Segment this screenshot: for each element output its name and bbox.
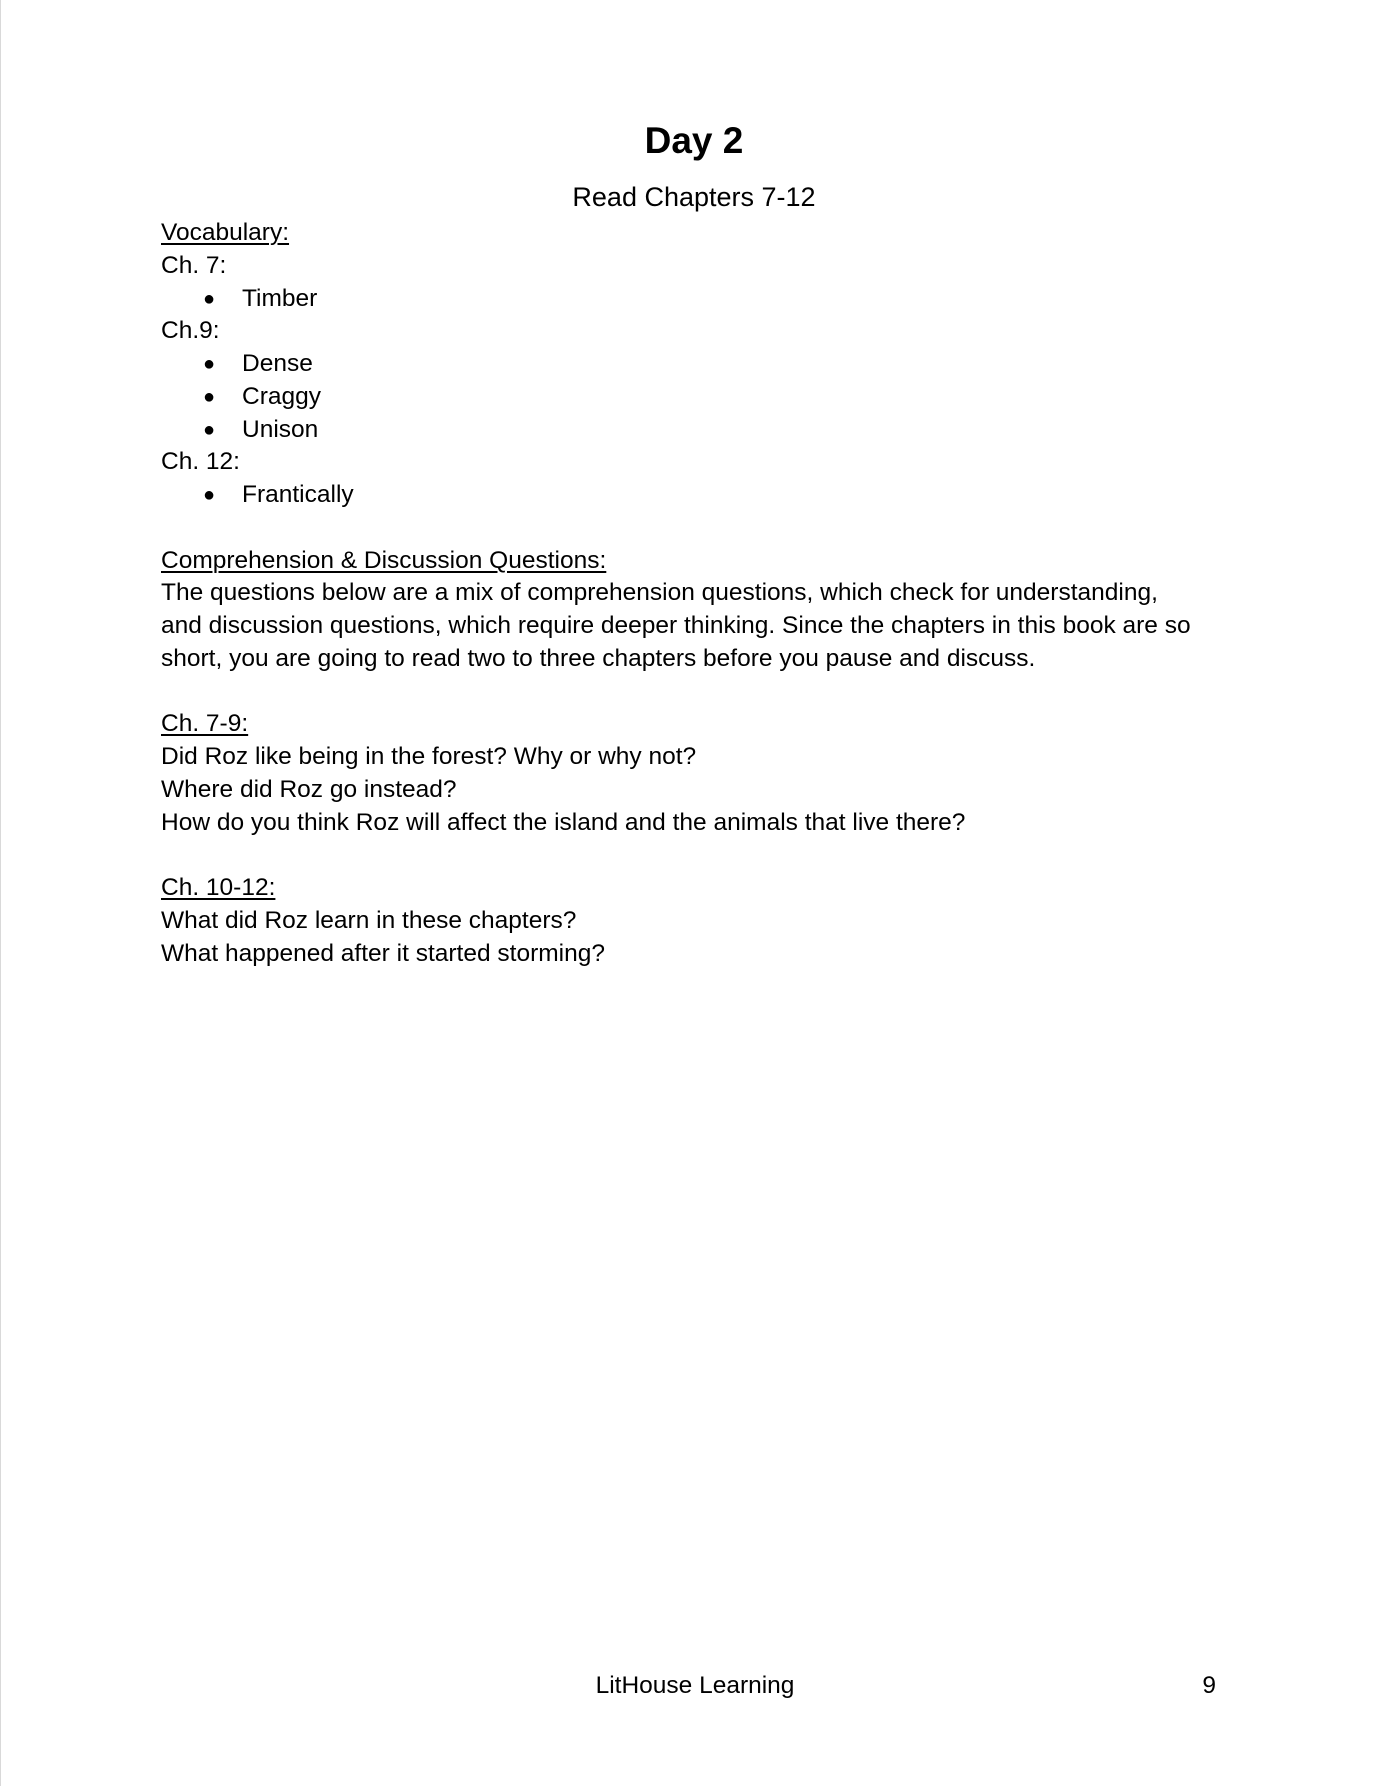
question: Did Roz like being in the forest? Why or why not? — [161, 743, 697, 770]
vocab-chapter-label: Ch. 12: — [161, 448, 240, 476]
intro-line: short, you are going to read two to three chapters before you pause and discuss. — [161, 644, 1036, 672]
question: What did Roz learn in these chapters? — [161, 906, 577, 934]
comprehension-section — [161, 545, 1231, 676]
spacer — [161, 839, 1231, 872]
vocab-item — [161, 479, 1231, 512]
bullet-icon: ● — [203, 484, 216, 506]
footer-page-number: 9 — [1202, 1672, 1216, 1699]
vocab-item — [161, 283, 1231, 316]
question-group-heading: Ch. 10-12: — [161, 874, 276, 901]
vocabulary-section — [161, 217, 1231, 512]
vocabulary-heading: Vocabulary: — [161, 219, 290, 246]
document-body — [161, 217, 1231, 970]
intro-line: and discussion questions, which require deeper thinking. Since the chapters in this book are so — [161, 612, 1191, 639]
page-title: Day 2 — [644, 120, 744, 161]
page-subtitle: Read Chapters 7-12 — [572, 182, 816, 212]
vocab-list — [161, 283, 1231, 316]
vocab-word: Dense — [242, 350, 313, 377]
question: What happened after it started storming? — [161, 939, 605, 967]
spacer — [161, 676, 1231, 709]
question: Where did Roz go instead? — [161, 775, 457, 803]
bullet-icon: ● — [203, 385, 216, 408]
spacer — [161, 512, 1231, 545]
comprehension-heading: Comprehension & Discussion Questions: — [161, 546, 607, 574]
vocab-word: Frantically — [242, 481, 354, 508]
question-group-heading: Ch. 7-9: — [161, 710, 249, 738]
question-group-ch7-9 — [161, 708, 1231, 839]
vocab-item — [161, 348, 1231, 381]
question: How do you think Roz will affect the island and the animals that live there? — [161, 808, 966, 836]
bullet-icon: ● — [203, 418, 216, 441]
vocab-word: Craggy — [242, 382, 321, 410]
question-group-ch10-12 — [161, 872, 1231, 970]
intro-line: The questions below are a mix of comprehension questions, which check for understanding, — [161, 579, 1158, 607]
vocab-chapter-label: Ch.9: — [161, 317, 220, 345]
vocab-word: Timber — [242, 284, 318, 312]
vocab-list — [161, 348, 1231, 446]
vocab-word: Unison — [242, 415, 319, 443]
vocab-chapter-label: Ch. 7: — [161, 251, 227, 279]
vocab-item — [161, 381, 1231, 414]
vocab-list — [161, 479, 1231, 512]
footer-publisher: LitHouse Learning — [595, 1672, 795, 1699]
vocab-item — [161, 414, 1231, 447]
bullet-icon: ● — [203, 353, 216, 375]
bullet-icon: ● — [203, 287, 216, 310]
page-edge — [0, 0, 1, 1786]
